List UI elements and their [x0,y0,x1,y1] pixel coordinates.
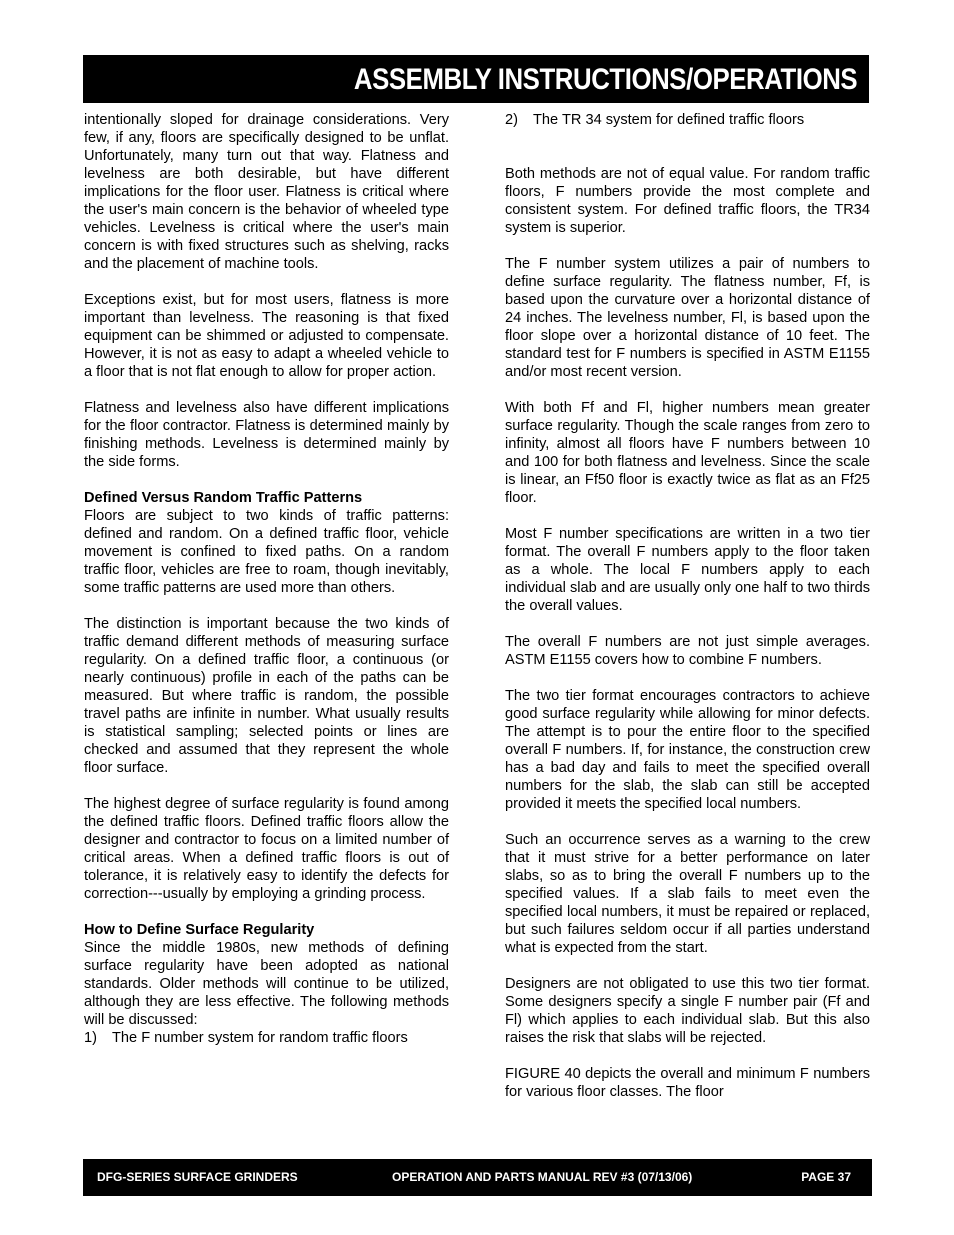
paragraph: The overall F numbers are not just simple averages. ASTM E1155 covers how to combine F numbers. [505,634,870,668]
paragraph: The F number system utilizes a pair of numbers to define surface regularity. The flatness number, Ff, is based upon the curvature over a horizontal distance of 24 inches. The levelness number, Fl, is based upon the floor slope over a horizontal distance of 10 feet. The standard test for F numbers is specified in ASTM E1155 and/or most recent version. [505,256,870,380]
page-title: ASSEMBLY INSTRUCTIONS/OPERATIONS [353,63,857,96]
page-header-bar [83,55,869,103]
spacer [505,129,870,165]
paragraph: intentionally sloped for drainage considerations. Very few, if any, floors are specifically designed to be unflat. Unfortunately, many turn out that way. Flatness and levelness are both desirable, but have different implications for the floor user. Flatness is critical where the user's main concern is the behavior of wheeled type vehicles. Levelness is critical where the user's main concern is with fixed structures such as shelving, racks and the placement of machine tools. [84,112,449,272]
section-heading: Defined Versus Random Traffic Patterns [84,490,363,506]
right-text-column [505,111,870,1101]
list-text: The TR 34 system for defined traffic floors [533,112,805,128]
paragraph: Exceptions exist, but for most users, flatness is more important than levelness. The reasoning is that fixed equipment can be shimmed or adjusted to compensate. However, it is not as easy to adapt a wheeled vehicle to a floor that is not flat enough to allow for proper action. [84,292,449,380]
footer-manual-revision: OPERATION AND PARTS MANUAL REV #3 (07/13/06) [392,1170,693,1184]
paragraph: With both Ff and Fl, higher numbers mean greater surface regularity. Though the scale ranges from zero to infinity, almost all floors have F numbers between 10 and 100 for both flatness and levelness. Since the scale is linear, an Ff50 floor is exactly twice as flat as an Ff25 floor. [505,400,870,506]
paragraph: Since the middle 1980s, new methods of defining surface regularity have been adopted as national standards. Older methods will continue to be utilized, although they are less effective. The following methods will be discussed: [84,940,449,1028]
list-number: 2) [505,112,518,128]
paragraph: Both methods are not of equal value. For random traffic floors, F numbers provide the most complete and consistent system. For defined traffic floors, the TR34 system is superior. [505,166,870,236]
section-heading: How to Define Surface Regularity [84,922,315,938]
paragraph: The two tier format encourages contractors to achieve good surface regularity while allowing for minor defects. The attempt is to pour the entire floor to the specified overall F numbers. If, for instance, the construction crew has a bad day and fails to meet the specified overall numbers for the slab, the slab can still be accepted provided it meets the specified local numbers. [505,688,870,812]
footer-product-name: DFG-SERIES SURFACE GRINDERS [97,1170,298,1184]
paragraph: Most F number specifications are written in a two tier format. The overall F numbers apply to the floor taken as a whole. The local F numbers apply to each individual slab and are usually only one half to two thirds the overall values. [505,526,870,614]
list-text: The F number system for random traffic floors [112,1030,408,1046]
list-item [505,111,870,129]
paragraph: Designers are not obligated to use this two tier format. Some designers specify a single F number pair (Ff and Fl) which applies to each individual slab. But this also raises the risk that slabs will be rejected. [505,976,870,1046]
paragraph: Floors are subject to two kinds of traffic patterns: defined and random. On a defined traffic floor, vehicle movement is confined to fixed paths. On a random traffic floor, vehicles are free to roam, though inevitably, some traffic patterns are used more than others. [84,508,449,596]
footer-page-number: PAGE 37 [801,1170,851,1184]
page-footer-bar [83,1159,872,1196]
paragraph: Such an occurrence serves as a warning to the crew that it must strive for a better performance on later slabs, so as to bring the overall F numbers up to the specified values. If a slab fails to meet even the specified local numbers, it must be repaired or replaced, but such failures seldom occur if all parties understand what is expected from the start. [505,832,870,956]
paragraph: Flatness and levelness also have different implications for the floor contractor. Flatness is determined mainly by finishing methods. Levelness is determined mainly by the side forms. [84,400,449,470]
paragraph: The distinction is important because the two kinds of traffic demand different methods of measuring surface regularity. On a defined traffic floor, a continuous (or nearly continuous) profile in each of the paths can be measured. But where traffic is random, the possible travel paths are infinite in number. What usually results is statistical sampling; selected points or lines are checked and assumed that they represent the whole floor surface. [84,616,449,776]
paragraph: The highest degree of surface regularity is found among the defined traffic floors. Defined traffic floors allow the designer and contractor to focus on a limited number of critical areas. When a defined traffic floors is out of tolerance, it is relatively easy to identify the defects for correction---usually by employing a grinding process. [84,796,449,902]
list-item [84,1029,449,1047]
list-number: 1) [84,1030,97,1046]
paragraph: FIGURE 40 depicts the overall and minimum F numbers for various floor classes. The floor [505,1066,870,1100]
left-text-column [84,111,449,1047]
